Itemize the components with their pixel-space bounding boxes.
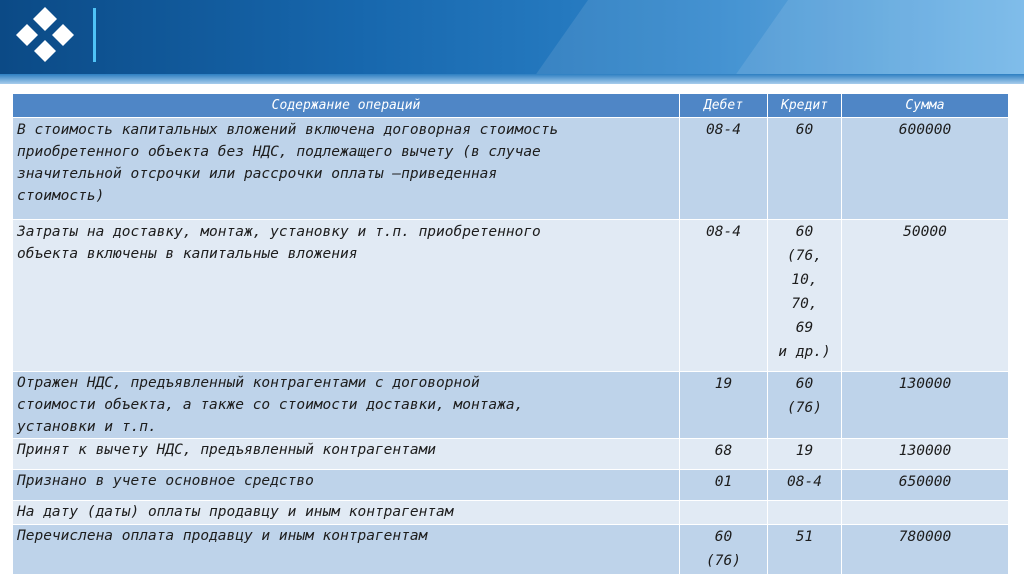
operation-description — [13, 372, 680, 439]
credit-cell — [768, 220, 842, 372]
header-description: Содержание операций — [13, 94, 680, 118]
description-line: установки и т.п. — [17, 419, 157, 435]
debit-cell — [680, 439, 768, 470]
table-header-row — [13, 94, 1009, 118]
debit-value: 60 — [714, 529, 733, 545]
credit-cell — [768, 118, 842, 220]
table-row — [13, 439, 1009, 470]
credit-value: 60 — [795, 376, 814, 392]
operation-description — [13, 525, 680, 574]
credit-value: (76, — [787, 248, 822, 264]
debit-value: 08-4 — [706, 224, 741, 240]
credit-value: 51 — [795, 529, 814, 545]
sum-cell: 650000 — [842, 470, 1009, 501]
description-line: стоимости объекта, а также со стоимости доставки, монтажа, — [17, 397, 524, 413]
sum-cell: 130000 — [842, 439, 1009, 470]
header-debit: Дебет — [680, 94, 768, 118]
credit-cell — [768, 470, 842, 501]
operation-description — [13, 439, 680, 470]
debit-cell — [680, 501, 768, 525]
credit-value: 69 — [795, 320, 814, 336]
credit-cell — [768, 525, 842, 574]
debit-cell — [680, 470, 768, 501]
logo-divider — [93, 8, 96, 62]
sum-cell — [842, 501, 1009, 525]
description-line: объекта включены в капитальные вложения — [17, 246, 358, 262]
credit-cell — [768, 501, 842, 525]
debit-value: 01 — [714, 474, 733, 490]
debit-value: 19 — [714, 376, 733, 392]
operation-description — [13, 220, 680, 372]
debit-cell — [680, 525, 768, 574]
header-divider — [0, 74, 1024, 84]
table-row — [13, 372, 1009, 439]
description-line: Отражен НДС, предъявленный контрагентами с договорной — [17, 375, 480, 391]
operation-description — [13, 501, 680, 525]
description-line: В стоимость капитальных вложений включена договорная стоимость — [17, 122, 559, 138]
credit-value: и др.) — [778, 344, 831, 360]
debit-cell — [680, 372, 768, 439]
debit-cell — [680, 220, 768, 372]
table-row — [13, 118, 1009, 220]
credit-value: 70, — [791, 296, 818, 312]
debit-value: 08-4 — [706, 122, 741, 138]
description-line: стоимость) — [17, 188, 105, 204]
header-credit: Кредит — [768, 94, 842, 118]
debit-cell — [680, 118, 768, 220]
table-row — [13, 525, 1009, 574]
credit-cell — [768, 372, 842, 439]
description-line: Признано в учете основное средство — [17, 473, 314, 489]
diamond-cluster-logo-icon — [12, 4, 78, 66]
description-line: Принят к вычету НДС, предъявленный контрагентами — [17, 442, 437, 458]
description-line: Перечислена оплата продавцу и иным контрагентам — [17, 528, 428, 544]
description-line: приобретенного объекта без НДС, подлежащего вычету (в случае — [17, 144, 541, 160]
credit-value: (76) — [787, 400, 822, 416]
debit-value: 68 — [714, 443, 733, 459]
description-line: значительной отсрочки или рассрочки оплаты –приведенная — [17, 166, 498, 182]
credit-value: 10, — [791, 272, 818, 288]
credit-value: 19 — [795, 443, 814, 459]
description-line: На дату (даты) оплаты продавцу и иным контрагентам — [17, 504, 454, 520]
table-row — [13, 501, 1009, 525]
sum-cell: 50000 — [842, 220, 1009, 372]
credit-cell — [768, 439, 842, 470]
operations-table — [12, 93, 1009, 574]
sum-cell: 600000 — [842, 118, 1009, 220]
operation-description — [13, 470, 680, 501]
table-row — [13, 470, 1009, 501]
table-row — [13, 220, 1009, 372]
header-sum: Сумма — [842, 94, 1009, 118]
description-line: Затраты на доставку, монтаж, установку и т.п. приобретенного — [17, 224, 541, 240]
sum-cell: 130000 — [842, 372, 1009, 439]
title-bar — [0, 0, 1024, 74]
sum-cell: 780000 — [842, 525, 1009, 574]
credit-value: 60 — [795, 224, 814, 240]
debit-value: (76) — [706, 553, 741, 569]
credit-value: 60 — [795, 122, 814, 138]
operation-description — [13, 118, 680, 220]
credit-value: 08-4 — [787, 474, 822, 490]
